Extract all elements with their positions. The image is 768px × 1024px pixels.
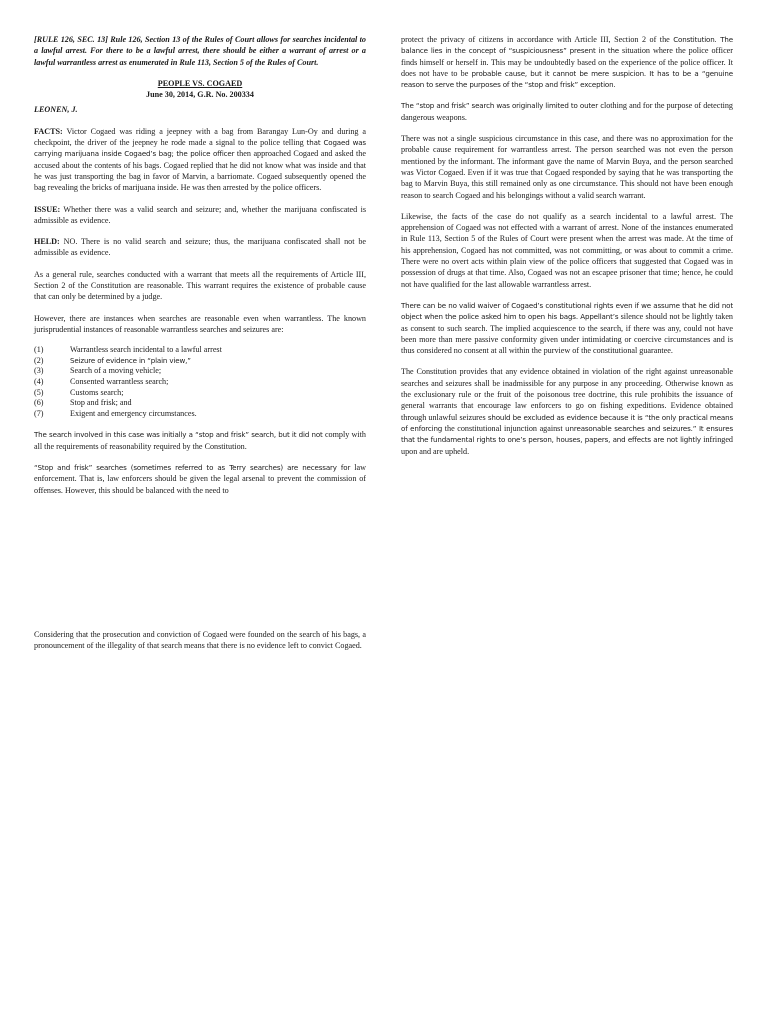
list-item xyxy=(34,366,366,377)
list-item-text: Seizure of evidence in “plain view,” xyxy=(70,355,191,365)
waiver-text-2: silence should not be lightly taken as consent to such search. The implied acquiescence to the search, if there was any, could not have been more than mere passive conformity given under intimidating or coercive circumstances and is thus considered no consent at all within the purview of the constitutional guarantee. xyxy=(401,312,733,356)
constitution-text-5: infringed upon and are upheld. xyxy=(401,435,733,456)
constitution-text-1: The Constitution provides that any evidence obtained in violation of the right against unreasonable searches and seizures shall be inadmissible for any purpose in any proceeding. Otherwise known as the exclusionary rule or the fruit of the poisonous tree doctrine, this rule prohibits the issuance of general warrants that encourage law enforcers to go on fishing expeditions. Evidence obtained through unlawful seizures xyxy=(401,367,733,422)
case-date: June 30, 2014, G.R. No. 200334 xyxy=(146,90,254,100)
constitution-text-4: unreasonable searches and seizures.” It ensures that the fundamental rights to one’s person, houses, papers, and effects are not lightly xyxy=(401,423,734,445)
list-item-text: Consented warrantless search; xyxy=(70,377,169,387)
right-column xyxy=(401,34,733,467)
exclusionary-rule-paragraph xyxy=(401,366,733,456)
search-involved-text-1: The search involved in this case was initially a “stop and frisk” search, but it did not xyxy=(34,430,323,440)
search-involved-text-2: comply with all the requirements of reasonability required by the Constitution. xyxy=(34,430,366,451)
general-rule-paragraph: As a general rule, searches conducted with a warrant that meets all the requirements of Article III, Section 2 of the Constitution are reasonable. This warrant requires the existence of probable cause that can only be determined by a judge. xyxy=(34,269,366,302)
protect-text-1: protect the privacy of citizens in accordance with Article III, Section 2 of the xyxy=(401,35,674,44)
issue-text: Whether there was a valid search and seizure; and, whether the marijuana confiscated is admissible as evidence. xyxy=(34,204,366,225)
limited-text-2: lothing and for the purpose of detecting dangerous weapons. xyxy=(401,101,733,122)
no-suspicion-paragraph: There was not a single suspicious circumstance in this case, and there was no approximation for the probable cause requirement for warrantless arrest. The person searched was not even the person mentioned by the informant. The informant gave the name of Marvin Buya, and the person searched was Victor Cogaed. Even if it was true that Cogaed responded by saying that he was transporting the bag to Marvin Buya, this still remained only as one circumstance. This should not have been enough reason to search Cogaed and his belongings without a valid search warrant. xyxy=(401,134,733,200)
rule-header: [RULE 126, SEC. 13] Rule 126, Section 13 of the Rules of Court allows for searches incidental to a lawful arrest. For there to be a lawful arrest, there should be either a warrant of arrest or a lawful warrantless arrest as enumerated in Rule 113, Section 5 of the Rules of Court. xyxy=(34,35,366,67)
conclusion-paragraph: Considering that the prosecution and conviction of Cogaed were founded on the search of his bags, a pronouncement of the illegality of that search means that there is no evidence left to convict Cogaed. xyxy=(34,630,366,651)
stop-frisk-paragraph xyxy=(34,462,366,496)
list-item xyxy=(34,398,366,409)
left-column xyxy=(34,34,366,506)
facts-paragraph xyxy=(34,126,366,194)
constitution-text-3: the constitutional injunction against xyxy=(442,423,566,433)
limited-text-1: The “stop and frisk” search was originally limited to outer c xyxy=(401,101,604,111)
facts-label: FACTS: xyxy=(34,126,63,136)
stop-frisk-text-2: law enforcement. That is, law enforcers should be given the legal arsenal to prevent the commission of offenses. However, this should be balanced with the need to xyxy=(34,462,367,495)
list-item-number: (3) xyxy=(34,366,44,376)
list-item-number: (1) xyxy=(34,345,44,355)
protect-paragraph xyxy=(401,34,733,90)
issue-paragraph xyxy=(34,204,366,227)
list-item-text: Warrantless search incidental to a lawful arrest xyxy=(70,345,222,355)
list-item-text: Stop and frisk; and xyxy=(70,398,132,408)
list-item-text: Customs search; xyxy=(70,387,124,397)
list-item-text: Search of a moving vehicle; xyxy=(70,366,162,376)
list-item-number: (7) xyxy=(34,408,44,418)
waiver-text-1: There can be no valid waiver of Cogaed’s constitutional rights even if we assume that he did not object when the police asked him to open his bags. Appellant’s xyxy=(401,300,733,322)
protect-text-4: probable cause, but it cannot be mere suspicion. It has to be a “genuine reason to serve the purposes of the “stop and frisk” exception. xyxy=(401,68,733,90)
held-text: NO. There is no valid search and seizure; thus, the marijuana confiscated shall not be admissible as evidence. xyxy=(34,237,366,258)
issue-label: ISSUE: xyxy=(34,204,61,214)
instances-list xyxy=(34,345,366,419)
facts-text-3: then approached Cogaed and asked the accused about the contents of his bags. Cogaed replied that he did not know what was inside and that he was just transporting the bag in favor of Marvin, a barriomate. Cogaed subsequently opened the bag revealing the bricks of marijuana inside. He was then arrested by the police officers. xyxy=(34,149,366,193)
search-involved-paragraph xyxy=(34,429,366,452)
case-title: PEOPLE VS. COGAED xyxy=(157,78,243,88)
ponente: LEONEN, J. xyxy=(34,105,78,115)
protect-text-3: situation where the police officer finds himself or herself in. This may be undoubtedly based on the experience of the police officer. It does not have to be xyxy=(401,46,733,78)
held-label: HELD: xyxy=(34,237,60,247)
facts-text-2: that Cogaed was carrying marijuana inside Cogaed’s bag; the police officer xyxy=(34,138,366,159)
list-item-number: (5) xyxy=(34,387,44,397)
list-item xyxy=(34,377,366,388)
limited-paragraph xyxy=(401,100,733,123)
list-item-number: (4) xyxy=(34,377,44,387)
stop-frisk-text-1: “Stop and frisk” searches (sometimes referred to as Terry searches) are necessary for xyxy=(34,462,351,472)
list-item xyxy=(34,356,366,367)
held-paragraph xyxy=(34,236,366,259)
likewise-paragraph: Likewise, the facts of the case do not qualify as a search incidental to a lawful arrest. The apprehension of Cogaed was not effected with a warrant of arrest. None of the instances enumerated in Rule 113, Section 5 of the Rules of Court were present when the arrest was made. At the time of his apprehension, Cogaed has not committed, was not committing, or was about to commit a crime. There were no overt acts within plain view of the police officers that suggested that Cogaed was in possession of drugs at that time. Also, Cogaed was not an escapee prisoner that time; hence, he could not have qualified for the last allowable warrantless arrest. xyxy=(401,211,733,289)
list-item xyxy=(34,345,366,356)
list-item-number: (2) xyxy=(34,355,44,365)
waiver-paragraph xyxy=(401,300,733,356)
list-item-text: Exigent and emergency circumstances. xyxy=(70,408,197,418)
facts-text-1: Victor Cogaed was riding a jeepney with a bag from Barangay Lun-Oy and during a checkpoint, the driver of the jeepney he rode made a signal to the police telling xyxy=(34,126,366,148)
instances-intro-paragraph: However, there are instances when searches are reasonable even when warrantless. The known jurisprudential instances of reasonable warrantless searches and seizures are: xyxy=(34,313,366,334)
protect-text-2: Constitution. The balance lies in the concept of “suspiciousness” present in the xyxy=(401,35,733,56)
list-item-number: (6) xyxy=(34,398,44,408)
list-item xyxy=(34,388,366,399)
list-item xyxy=(34,409,366,420)
constitution-text-2: should be excluded as evidence because it is “the only practical means of enforcing xyxy=(401,412,733,433)
